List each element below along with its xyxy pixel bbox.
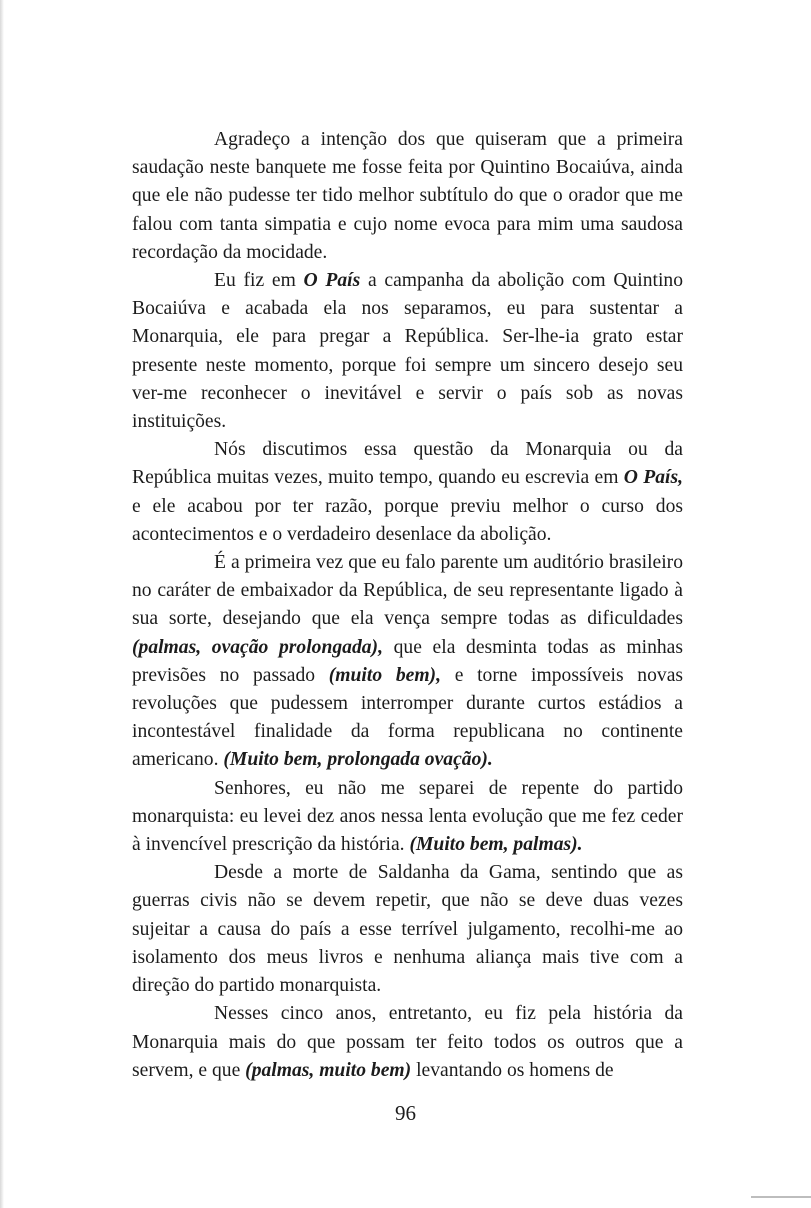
paragraph [132,1000,683,1085]
text-run: a campanha da abolição com Quintino Bocaiúva e acabada ela nos separamos, eu para sustentar a Monarquia, ele para pregar a República. Ser-lhe-ia grato estar presente neste momento, porque foi sempre um sincero desejo seu ver-me reconhecer o inevitável e servir o país sob as novas instituições. [132,270,683,433]
page-number: 96 [395,1101,416,1125]
text-run: Nesses cinco anos, entretanto, eu fiz pela história da Monarquia mais do que possam ter feito todos os outros que a servem, e que [132,1003,683,1081]
emphasis-run: (Muito bem, prolongada ovação). [223,749,493,771]
emphasis-run: O País, [623,467,683,489]
emphasis-run: (muito bem), [328,664,441,686]
text-run: levantando os homens de [411,1059,614,1081]
text-run: Desde a morte de Saldanha da Gama, sentindo que as guerras civis não se devem repetir, que não se deve duas vezes sujeitar a causa do país a esse terrível julgamento, recolhi-me ao isolamento dos meus livros e nenhuma aliança mais tive com a direção do partido monarquista. [132,862,683,997]
paragraph [132,775,683,860]
text-run: É a primeira vez que eu falo parente um auditório brasileiro no caráter de embaixador da República, de seu representante ligado à sua sorte, desejando que ela vença sempre todas as dificuldades [132,552,683,630]
paragraph [132,126,683,267]
paragraph [132,267,683,436]
page-corner-mark [751,1196,811,1198]
paragraph [132,436,683,549]
body-text [132,126,683,1085]
paragraph [132,859,683,1000]
emphasis-run: (palmas, muito bem) [245,1059,412,1081]
text-run: que ela desminta todas as minhas previsões no passado [132,636,683,686]
emphasis-run: (palmas, ovação prolongada), [132,636,383,658]
text-run: Eu fiz em [214,270,304,292]
text-run: e torne impossíveis novas revoluções que pudessem interromper durante curtos estádios a incontestável finalidade da forma republicana no continente americano. [132,664,684,771]
emphasis-run: O País [303,270,361,292]
text-run: e ele acabou por ter razão, porque previu melhor o curso dos acontecimentos e o verdadeiro desenlace da abolição. [132,495,683,545]
emphasis-run: (Muito bem, palmas). [409,834,583,856]
text-run: Nós discutimos essa questão da Monarquia ou da República muitas vezes, muito tempo, quando eu escrevia em [132,439,683,489]
paragraph [132,549,683,775]
text-run: Senhores, eu não me separei de repente do partido monarquista: eu levei dez anos nessa lenta evolução que me fez ceder à invencível prescrição da história. [132,777,683,856]
page-edge [0,0,4,1208]
text-run: Agradeço a intenção dos que quiseram que a primeira saudação neste banquete me fosse feita por Quintino Bocaiúva, ainda que ele não pudesse ter tido melhor subtítulo do que o orador que me falou com tanta simpatia e cujo nome evoca para mim uma saudosa recordação da mocidade. [132,129,683,263]
